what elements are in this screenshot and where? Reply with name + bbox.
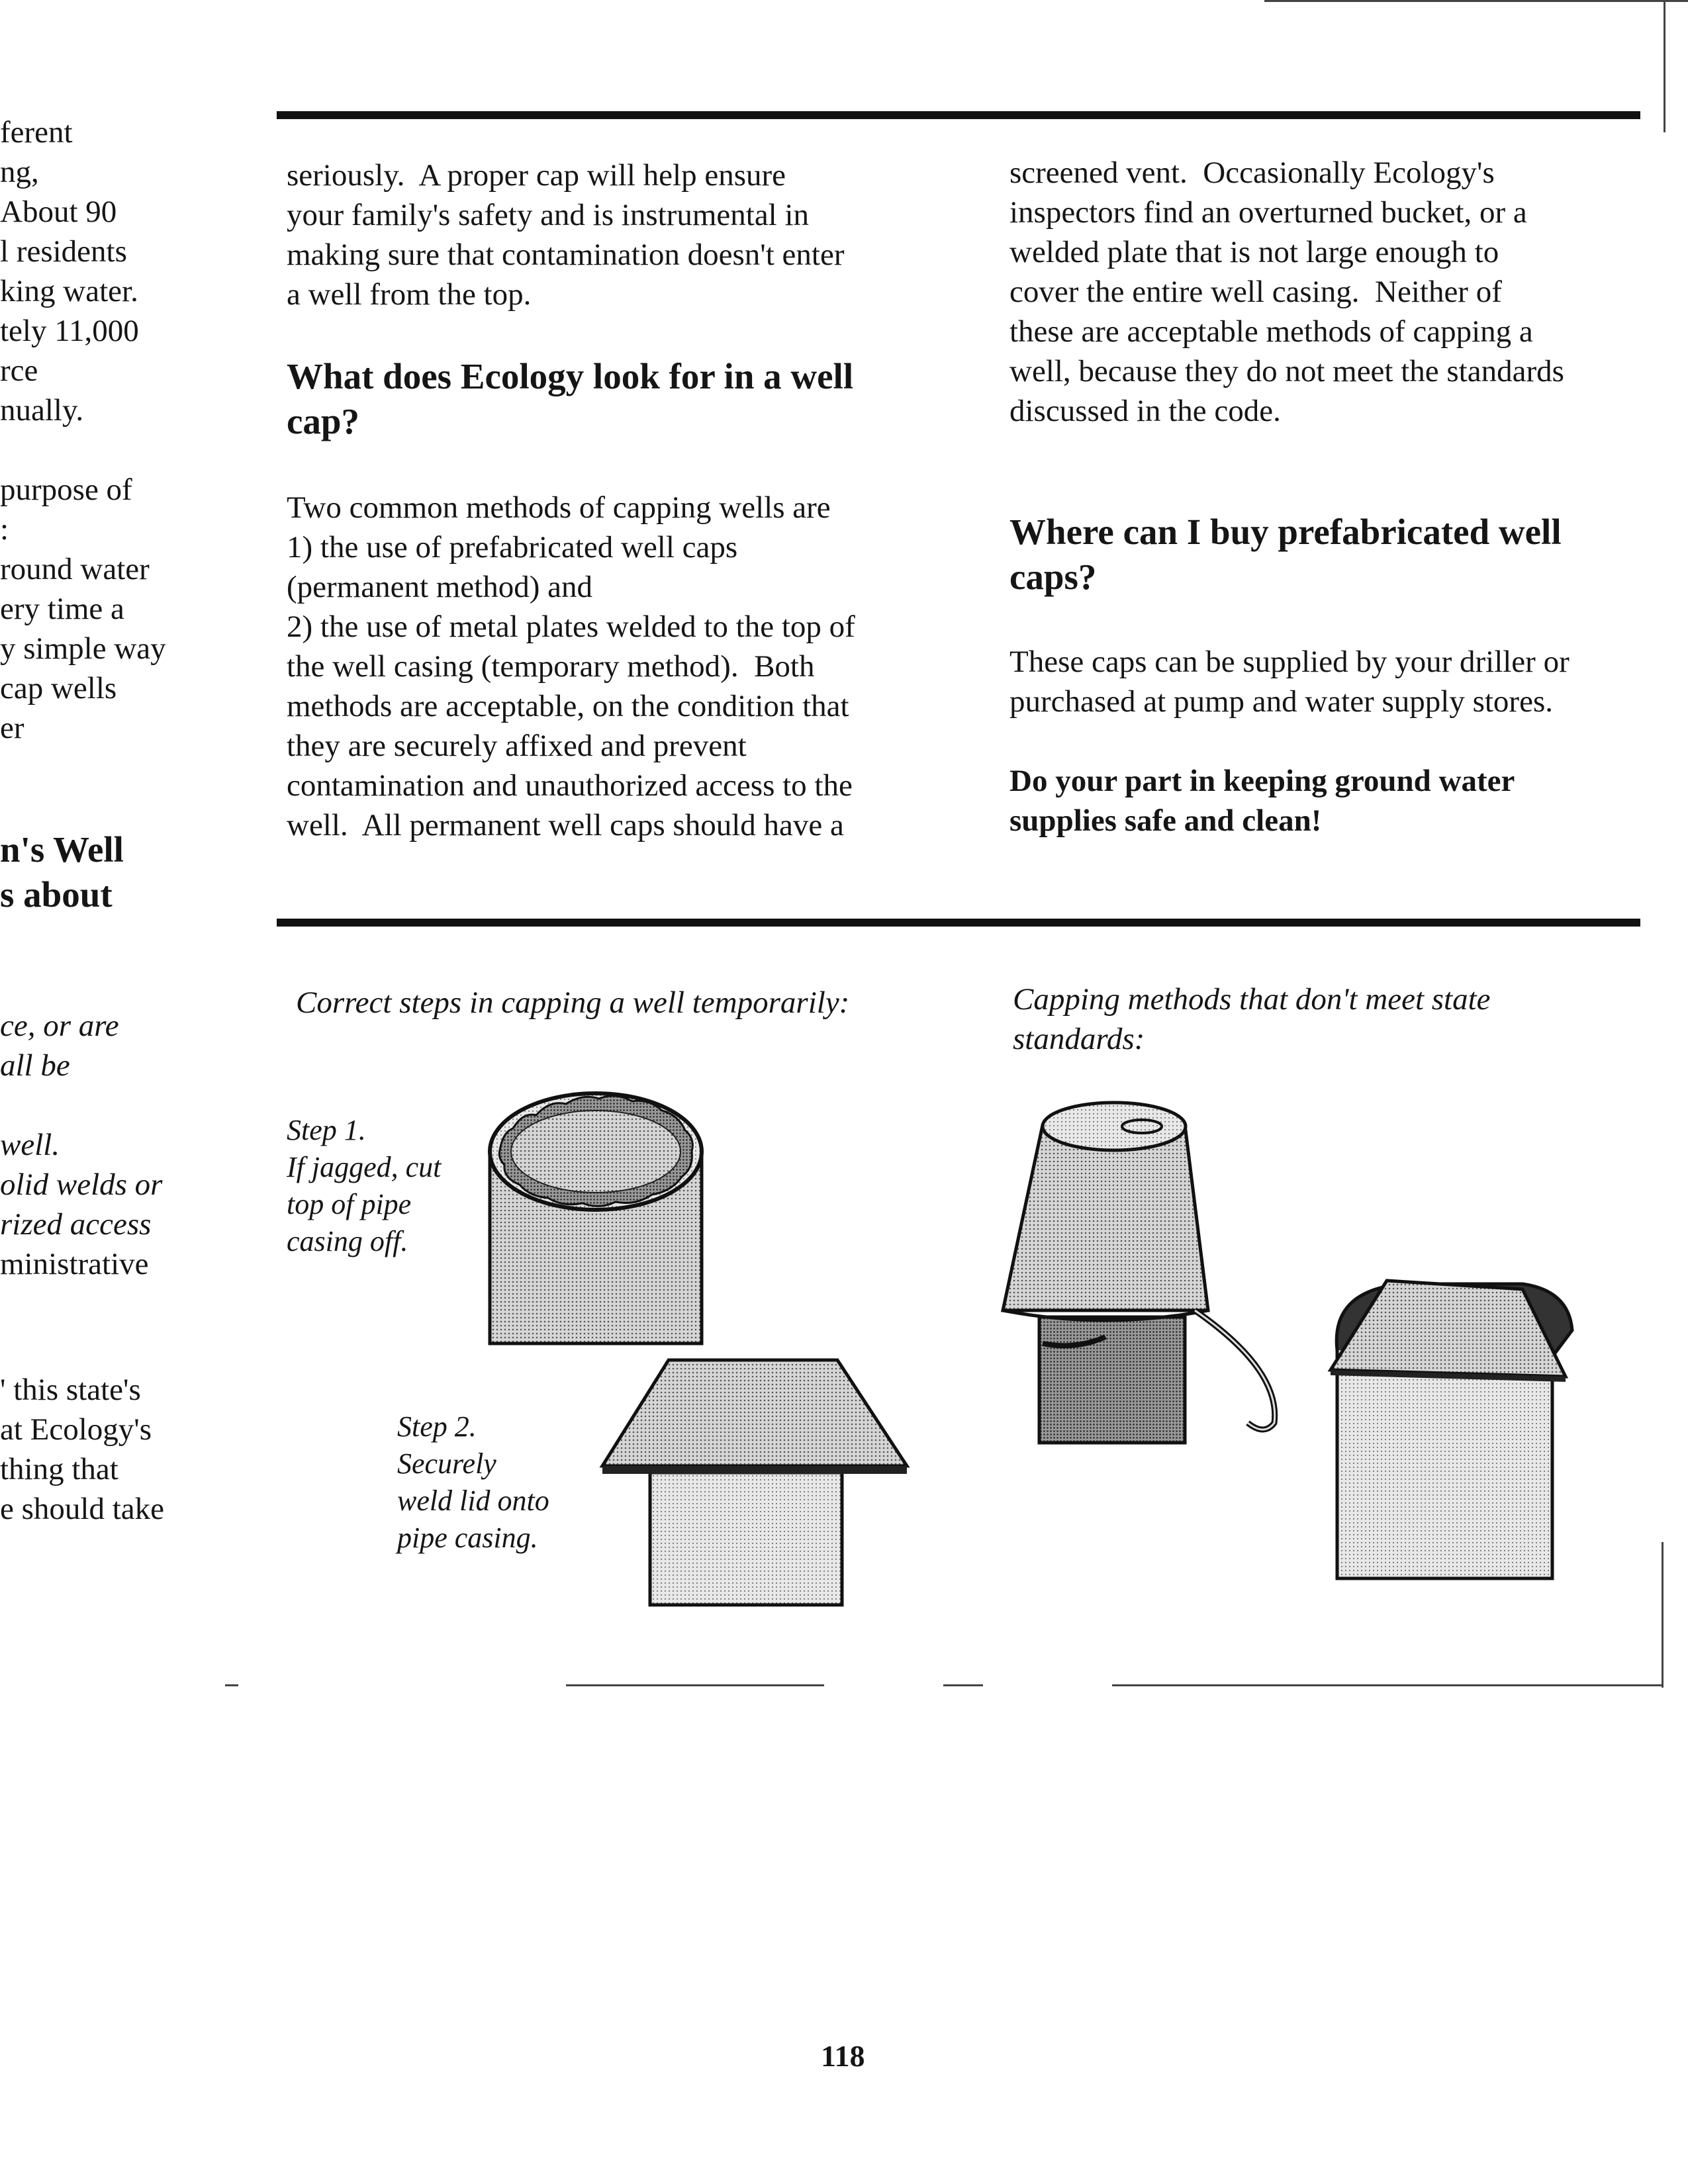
step-1-line: If jagged, cut — [287, 1151, 442, 1183]
bottom-rule-segment — [943, 1684, 983, 1686]
left-frag-line: rce — [0, 353, 38, 388]
step-2-line: weld lid onto — [397, 1484, 549, 1517]
undersized-plate-illustration — [1324, 1271, 1589, 1588]
col1-intro-line: a well from the top. — [287, 277, 532, 312]
col2-closing-line: Do your part in keeping ground water — [1009, 764, 1515, 798]
left-frag-line: ferent — [0, 115, 73, 150]
top-edge-line — [1264, 0, 1688, 2]
left-frag-line: ng, — [0, 155, 39, 189]
col2-intro-line: discussed in the code. — [1009, 394, 1281, 428]
left-frag-line: ' this state's — [0, 1373, 141, 1407]
col1-body-line: 1) the use of prefabricated well caps — [287, 530, 738, 565]
left-frag-line: thing that — [0, 1452, 118, 1486]
col2-closing — [1009, 761, 1515, 841]
left-frag-line: well. — [0, 1128, 60, 1162]
col2-intro-line: well, because they do not meet the standards — [1009, 354, 1564, 388]
left-fragment-heading — [0, 827, 124, 917]
jagged-pipe-illustration — [483, 1085, 722, 1350]
col1-body — [287, 488, 855, 845]
top-rule — [277, 111, 1640, 119]
left-frag-line: rized access — [0, 1207, 152, 1242]
left-fragment-paragraph-2 — [0, 470, 166, 748]
left-frag-heading-line: s about — [0, 874, 113, 915]
step-1-line: casing off. — [287, 1225, 408, 1257]
left-fragment-paragraph-3 — [0, 1370, 164, 1529]
right-edge-line — [1662, 1542, 1664, 1688]
step-2-line: pipe casing. — [397, 1522, 538, 1554]
step-2-label — [397, 1408, 549, 1557]
col2-body-line: These caps can be supplied by your driller or — [1009, 645, 1570, 679]
left-frag-line: l residents — [0, 234, 127, 269]
step-1-line: Step 1. — [287, 1114, 366, 1146]
bottom-rule-segment — [566, 1684, 824, 1686]
left-frag-line: round water — [0, 552, 150, 586]
left-frag-heading-line: n's Well — [0, 829, 124, 870]
col1-intro-line: making sure that contamination doesn't enter — [287, 238, 845, 272]
left-frag-line: olid welds or — [0, 1167, 163, 1202]
col1-body-line: contamination and unauthorized access to the — [287, 768, 853, 803]
left-frag-line: er — [0, 711, 24, 745]
left-frag-line: ery time a — [0, 592, 124, 626]
figure-right-caption-line: standards: — [1013, 1022, 1145, 1056]
col2-intro-line: these are acceptable methods of capping a — [1009, 314, 1533, 349]
col1-heading-line: cap? — [287, 401, 359, 441]
left-frag-line: all be — [0, 1048, 70, 1083]
left-frag-line: at Ecology's — [0, 1412, 152, 1447]
col2-closing-line: supplies safe and clean! — [1009, 803, 1322, 838]
col1-body-line: they are securely affixed and prevent — [287, 729, 747, 763]
col1-heading-line: What does Ecology look for in a well — [287, 356, 854, 396]
left-frag-line: tely 11,000 — [0, 314, 139, 348]
figure-right-caption-line: Capping methods that don't meet state — [1013, 982, 1491, 1017]
right-edge-line — [1664, 0, 1665, 132]
left-frag-line: purpose of — [0, 473, 132, 507]
welded-lid-illustration — [596, 1347, 927, 1612]
overturned-bucket-illustration — [996, 1092, 1301, 1449]
col1-intro-line: your family's safety and is instrumental in — [287, 198, 810, 232]
left-frag-line: e should take — [0, 1492, 164, 1526]
col2-intro-line: inspectors find an overturned bucket, or a — [1009, 195, 1527, 230]
col1-body-line: 2) the use of metal plates welded to the top of — [287, 610, 855, 644]
step-1-label — [287, 1112, 441, 1260]
column-2-intro — [1009, 153, 1564, 431]
col1-body-line: (permanent method) and — [287, 570, 592, 604]
col2-heading — [1009, 510, 1562, 600]
bottom-rule-segment — [1112, 1684, 1662, 1686]
left-frag-line: nually. — [0, 393, 84, 428]
column-1 — [287, 156, 935, 314]
left-frag-line — [0, 1085, 162, 1125]
col2-intro-line: screened vent. Occasionally Ecology's — [1009, 156, 1495, 190]
left-fragment-italic — [0, 1006, 162, 1284]
middle-rule — [277, 919, 1640, 927]
left-frag-line: : — [0, 512, 9, 547]
col2-body — [1009, 642, 1570, 721]
col1-body-line: methods are acceptable, on the condition that — [287, 689, 849, 723]
figure-left-caption: Correct steps in capping a well temporarily: — [296, 985, 850, 1020]
step-2-line: Step 2. — [397, 1410, 477, 1443]
left-frag-line: About 90 — [0, 195, 117, 229]
col2-body-line: purchased at pump and water supply stores. — [1009, 684, 1553, 719]
col2-heading-line: caps? — [1009, 557, 1097, 597]
left-frag-line: ministrative — [0, 1247, 149, 1281]
left-frag-line: ce, or are — [0, 1009, 119, 1043]
bottom-rule-segment — [225, 1684, 238, 1686]
left-fragment-paragraph — [0, 113, 139, 430]
step-1-line: top of pipe — [287, 1188, 412, 1220]
col1-heading — [287, 354, 853, 444]
col1-body-line: the well casing (temporary method). Both — [287, 649, 815, 684]
col1-body-line: well. All permanent well caps should have a — [287, 808, 844, 842]
left-frag-line: king water. — [0, 274, 138, 308]
figure-right-caption — [1013, 979, 1491, 1059]
col2-intro-line: cover the entire well casing. Neither of — [1009, 275, 1502, 309]
left-frag-line: cap wells — [0, 671, 117, 705]
col1-intro-line: seriously. A proper cap will help ensure — [287, 158, 786, 193]
col1-body-line: Two common methods of capping wells are — [287, 490, 831, 525]
left-frag-line: y simple way — [0, 631, 166, 666]
page-number: 118 — [821, 2039, 865, 2073]
col2-intro-line: welded plate that is not large enough to — [1009, 235, 1499, 269]
col2-heading-line: Where can I buy prefabricated well — [1009, 512, 1562, 552]
step-2-line: Securely — [397, 1447, 496, 1480]
